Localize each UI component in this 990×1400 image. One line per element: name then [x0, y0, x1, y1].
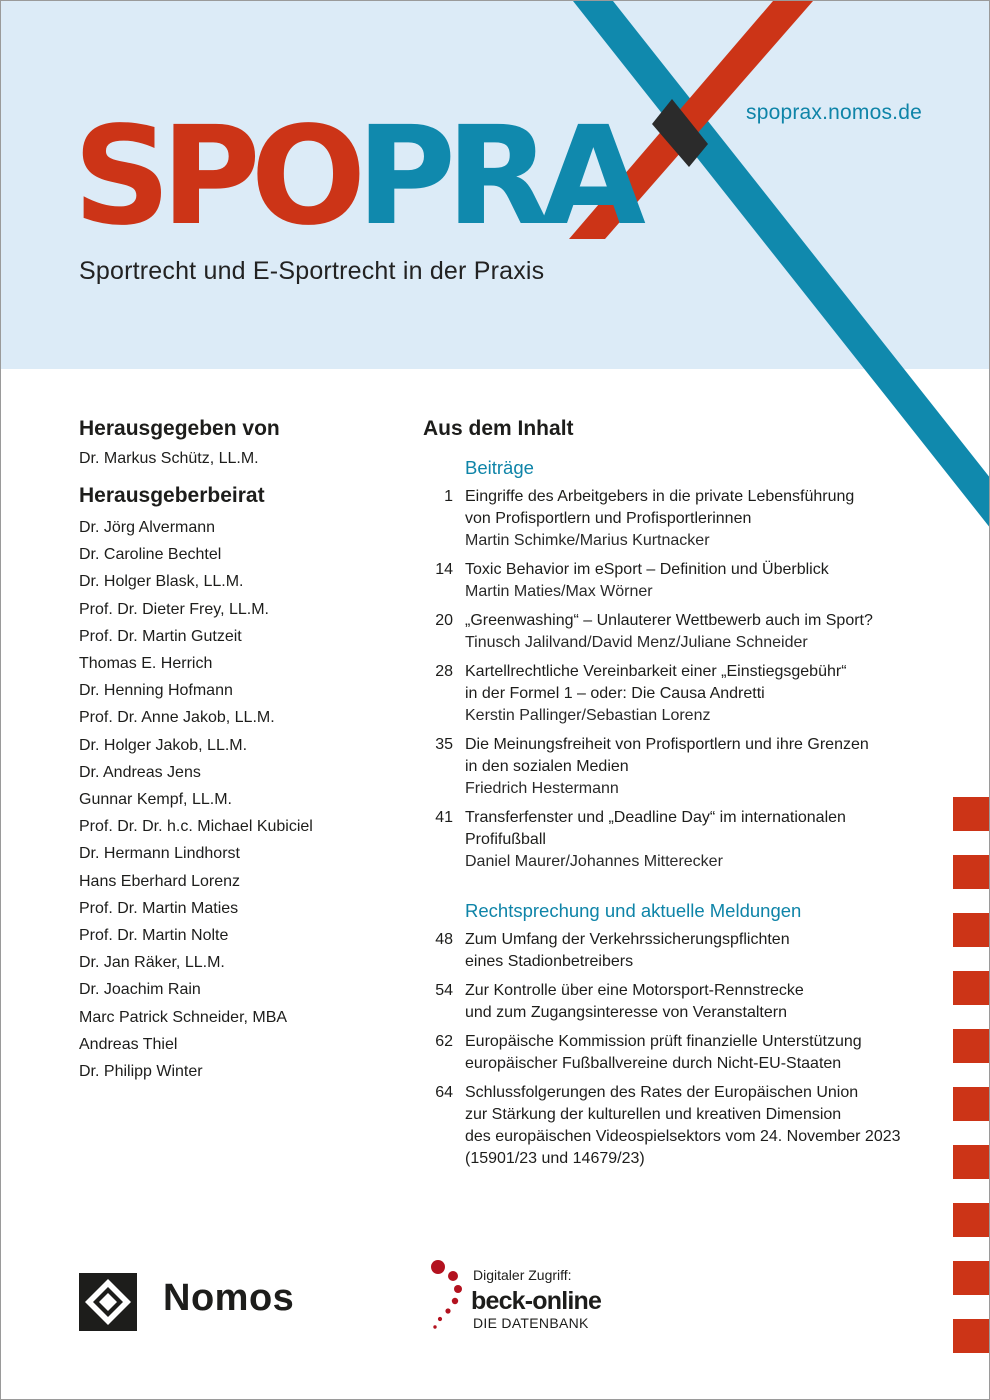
contents-heading: Aus dem Inhalt	[423, 417, 574, 440]
toc-entry[interactable]	[423, 980, 923, 1024]
toc-entry-body	[465, 734, 920, 800]
toc-entry[interactable]	[423, 1082, 923, 1170]
toc-title: Europäische Kommission prüft finanzielle Unterstützung europäischer Fußballvereine durch Nicht-EU-Staaten	[465, 1033, 862, 1072]
board-member: Gunnar Kempf, LL.M.	[79, 791, 232, 809]
red-mark	[953, 1261, 989, 1295]
toc-title: Eingriffe des Arbeitgebers in die private Lebensführung von Profisportlern und Profisportlerinnen	[465, 488, 855, 527]
board-member: Marc Patrick Schneider, MBA	[79, 1008, 288, 1026]
board-member: Dr. Henning Hofmann	[79, 682, 233, 700]
toc-title: Zur Kontrolle über eine Motorsport-Rennstrecke und zum Zugangsinteresse von Veranstaltern	[465, 982, 804, 1021]
toc-page-number: 1	[444, 488, 453, 505]
board-member: Dr. Jörg Alvermann	[79, 519, 216, 536]
board-member: Prof. Dr. Anne Jakob, LL.M.	[79, 709, 275, 727]
toc-title: Zum Umfang der Verkehrssicherungspflichten eines Stadionbetreibers	[465, 931, 790, 970]
toc-authors: Martin Maties/Max Wörner	[465, 583, 653, 600]
editors-heading: Herausgegeben von	[79, 417, 280, 440]
logo-part-pra: PRA	[356, 98, 636, 256]
board-member-list	[79, 514, 399, 1085]
toc-page-number: 64	[435, 1084, 453, 1101]
toc-entry-body	[465, 807, 920, 873]
toc-authors: Friedrich Hestermann	[465, 780, 619, 797]
board-member: Prof. Dr. Martin Gutzeit	[79, 627, 242, 645]
journal-subtitle: Sportrecht und E-Sportrecht in der Praxis	[79, 257, 545, 285]
journal-logo	[73, 98, 636, 256]
toc-title: Toxic Behavior im eSport – Definition und Überblick	[465, 561, 829, 578]
rulings-list	[423, 929, 923, 1170]
board-member: Dr. Joachim Rain	[79, 981, 201, 999]
website-url[interactable]: spoprax.nomos.de	[746, 101, 922, 124]
toc-title: Die Meinungsfreiheit von Profisportlern und ihre Grenzen in den sozialen Medien	[465, 736, 869, 775]
red-mark	[953, 1145, 989, 1179]
toc-authors: Kerstin Pallinger/Sebastian Lorenz	[465, 707, 711, 724]
board-member: Prof. Dr. Dr. h.c. Michael Kubiciel	[79, 818, 313, 836]
toc-entry[interactable]	[423, 929, 923, 973]
toc-entry[interactable]	[423, 661, 923, 727]
red-mark	[953, 913, 989, 947]
red-mark	[953, 1087, 989, 1121]
toc-entry-body	[465, 1031, 920, 1075]
toc-page-number: 54	[435, 982, 453, 999]
toc-entry-body	[465, 980, 920, 1024]
toc-entry-body	[465, 486, 920, 552]
board-member: Prof. Dr. Martin Maties	[79, 899, 239, 917]
red-mark	[953, 971, 989, 1005]
toc-page-number: 62	[435, 1033, 453, 1050]
beck-dots-icon	[427, 1257, 475, 1337]
toc-title: Transferfenster und „Deadline Day“ im internationalen Profifußball	[465, 809, 846, 848]
toc-title: Schlussfolgerungen des Rates der Europäischen Union zur Stärkung der kulturellen und kreativen Dimension des europäischen Videospielsektors vom 24. November 2023 (15901/23 und 14679/23)	[465, 1084, 901, 1167]
board-member: Prof. Dr. Martin Nolte	[79, 927, 229, 945]
beck-online-brand: beck-online	[471, 1287, 602, 1315]
toc-entry[interactable]	[423, 1031, 923, 1075]
database-label: DIE DATENBANK	[473, 1315, 589, 1331]
edge-red-marks	[953, 797, 989, 1377]
board-member: Thomas E. Herrich	[79, 655, 213, 673]
editorial-column	[79, 415, 399, 1085]
rulings-heading: Rechtsprechung und aktuelle Meldungen	[465, 900, 802, 921]
toc-entry-body	[465, 559, 920, 603]
articles-heading: Beiträge	[465, 457, 534, 478]
logo-part-spo: SPO	[73, 98, 357, 256]
board-member: Dr. Holger Blask, LL.M.	[79, 573, 244, 591]
red-mark	[953, 1029, 989, 1063]
red-mark	[953, 1319, 989, 1353]
toc-entry[interactable]	[423, 734, 923, 800]
toc-entry-body	[465, 661, 920, 727]
toc-page-number: 41	[435, 809, 453, 826]
board-member: Dr. Hermann Lindhorst	[79, 845, 240, 863]
toc-entry[interactable]	[423, 610, 923, 654]
toc-entry-body	[465, 929, 920, 973]
toc-entry[interactable]	[423, 807, 923, 873]
toc-authors: Daniel Maurer/Johannes Mitterecker	[465, 853, 723, 870]
articles-list	[423, 486, 923, 873]
toc-authors: Martin Schimke/Marius Kurtnacker	[465, 532, 710, 549]
board-member: Dr. Caroline Bechtel	[79, 546, 222, 564]
beck-online-logo	[427, 1257, 627, 1337]
board-heading: Herausgeberbeirat	[79, 484, 265, 507]
toc-page-number: 35	[435, 736, 453, 753]
toc-authors: Tinusch Jalilvand/David Menz/Juliane Schneider	[465, 634, 808, 651]
editor-name: Dr. Markus Schütz, LL.M.	[79, 450, 259, 467]
board-member: Dr. Philipp Winter	[79, 1063, 203, 1081]
toc-title: Kartellrechtliche Vereinbarkeit einer „Einstiegsgebühr“ in der Formel 1 – oder: Die Causa Andretti	[465, 663, 847, 702]
publisher-name: Nomos	[163, 1277, 295, 1319]
toc-page-number: 48	[435, 931, 453, 948]
contents-column	[423, 415, 923, 1177]
red-mark	[953, 855, 989, 889]
board-member: Hans Eberhard Lorenz	[79, 872, 240, 890]
board-member: Dr. Holger Jakob, LL.M.	[79, 736, 248, 754]
toc-title: „Greenwashing“ – Unlauterer Wettbewerb auch im Sport?	[465, 612, 873, 629]
toc-page-number: 14	[435, 561, 453, 578]
nomos-logo-icon	[79, 1273, 137, 1331]
toc-page-number: 20	[435, 612, 453, 629]
board-member: Dr. Jan Räker, LL.M.	[79, 954, 225, 972]
toc-entry[interactable]	[423, 486, 923, 552]
red-mark	[953, 797, 989, 831]
toc-entry[interactable]	[423, 559, 923, 603]
toc-page-number: 28	[435, 663, 453, 680]
digital-access-label: Digitaler Zugriff:	[473, 1267, 572, 1283]
board-member: Dr. Andreas Jens	[79, 763, 201, 781]
red-mark	[953, 1203, 989, 1237]
toc-entry-body	[465, 610, 920, 654]
toc-entry-body	[465, 1082, 920, 1170]
board-member: Andreas Thiel	[79, 1035, 178, 1053]
board-member: Prof. Dr. Dieter Frey, LL.M.	[79, 600, 269, 618]
